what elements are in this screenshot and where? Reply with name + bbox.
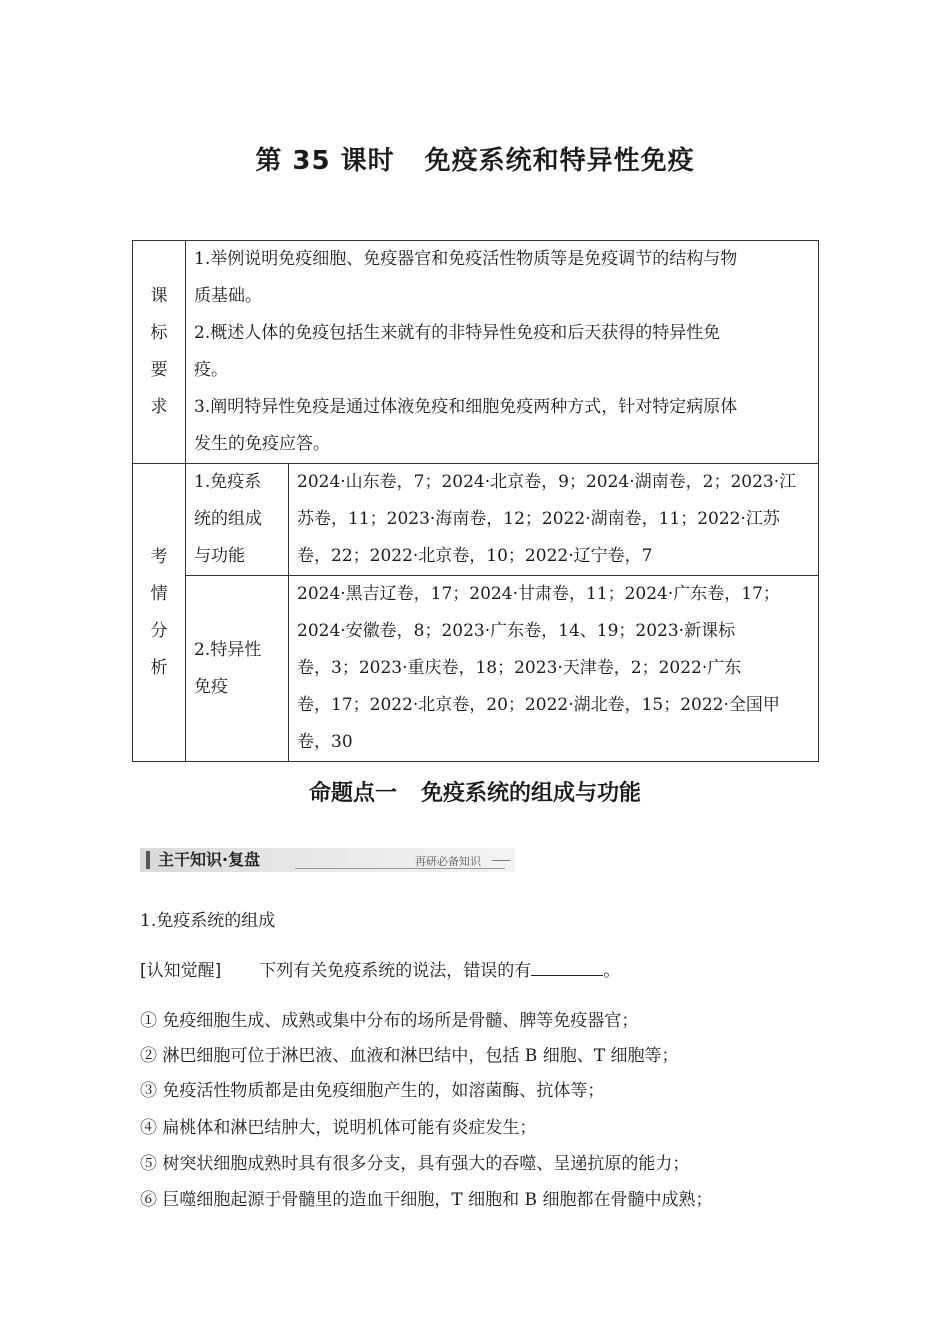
knowledge-review-banner xyxy=(140,848,515,872)
section-title: 免疫系统的组成与功能 xyxy=(421,781,642,806)
banner-tag: 再研必备知识 xyxy=(415,855,481,868)
topic-name: 1.免疫系 统的组成 与功能 xyxy=(186,464,289,576)
statement: ④ 扁桃体和淋巴结肿大，说明机体可能有炎症发生； xyxy=(140,1118,537,1138)
requirements-label: 课 标 要 求 xyxy=(133,241,186,464)
statement: ⑥ 巨噬细胞起源于骨髓里的造血干细胞，T 细胞和 B 细胞都在骨髓中成熟； xyxy=(140,1190,713,1210)
prompt-text: 下列有关免疫系统的说法，错误的有 xyxy=(259,961,532,981)
section-number: 命题点一 xyxy=(308,781,397,806)
subheading: 1.免疫系统的组成 xyxy=(140,911,276,931)
section-heading xyxy=(0,776,950,807)
curriculum-table xyxy=(132,240,819,762)
title-topic: 免疫系统和特异性免疫 xyxy=(424,146,695,176)
prompt-label: [认知觉醒] xyxy=(140,961,222,981)
banner-tag-line xyxy=(492,860,510,861)
statement: ⑤ 树突状细胞成熟时具有很多分支，具有强大的吞噬、呈递抗原的能力； xyxy=(140,1154,690,1174)
topic-references: 2024·黑吉辽卷，17；2024·甘肃卷，11；2024·广东卷，17； 2024·安徽卷，8；2023·广东卷，14、19；2023·新课标 卷，3；2023·重庆卷，18；2023·天津卷，2；2022·广东 卷，17；2022·北京卷，20；2022·湖北卷，15；2022·全国甲 卷，30 xyxy=(289,576,819,762)
analysis-label: 考 情 分 析 xyxy=(133,464,186,762)
statement: ② 淋巴细胞可位于淋巴液、血液和淋巴结中，包括 B 细胞、T 细胞等； xyxy=(140,1046,679,1066)
topic-name: 2.特异性 免疫 xyxy=(186,576,289,762)
statement: ① 免疫细胞生成、成熟或集中分布的场所是骨髓、脾等免疫器官； xyxy=(140,1011,639,1031)
banner-bar xyxy=(146,851,150,869)
title-lesson: 第 35 课时 xyxy=(255,146,395,176)
answer-blank[interactable] xyxy=(531,959,603,976)
page-title xyxy=(0,140,950,177)
banner-label: 主干知识·复盘 xyxy=(158,850,261,869)
topic-references: 2024·山东卷，7；2024·北京卷，9；2024·湖南卷，2；2023·江 苏卷，11；2023·海南卷，12；2022·湖南卷，11；2022·江苏 卷，22；2022·北京卷，10；2022·辽宁卷，7 xyxy=(289,464,819,576)
question-prompt: [认知觉醒] 下列有关免疫系统的说法，错误的有 。 xyxy=(140,961,621,981)
requirements-content: 1.举例说明免疫细胞、免疫器官和免疫活性物质等是免疫调节的结构与物 质基础。 2.概述人体的免疫包括生来就有的非特异性免疫和后天获得的特异性免 疫。 3.阐明特异性免疫是通过体液免疫和细胞免疫两种方式，针对特定病原体 发生的免疫应答。 xyxy=(186,241,819,464)
statement: ③ 免疫活性物质都是由免疫细胞产生的，如溶菌酶、抗体等； xyxy=(140,1081,605,1101)
